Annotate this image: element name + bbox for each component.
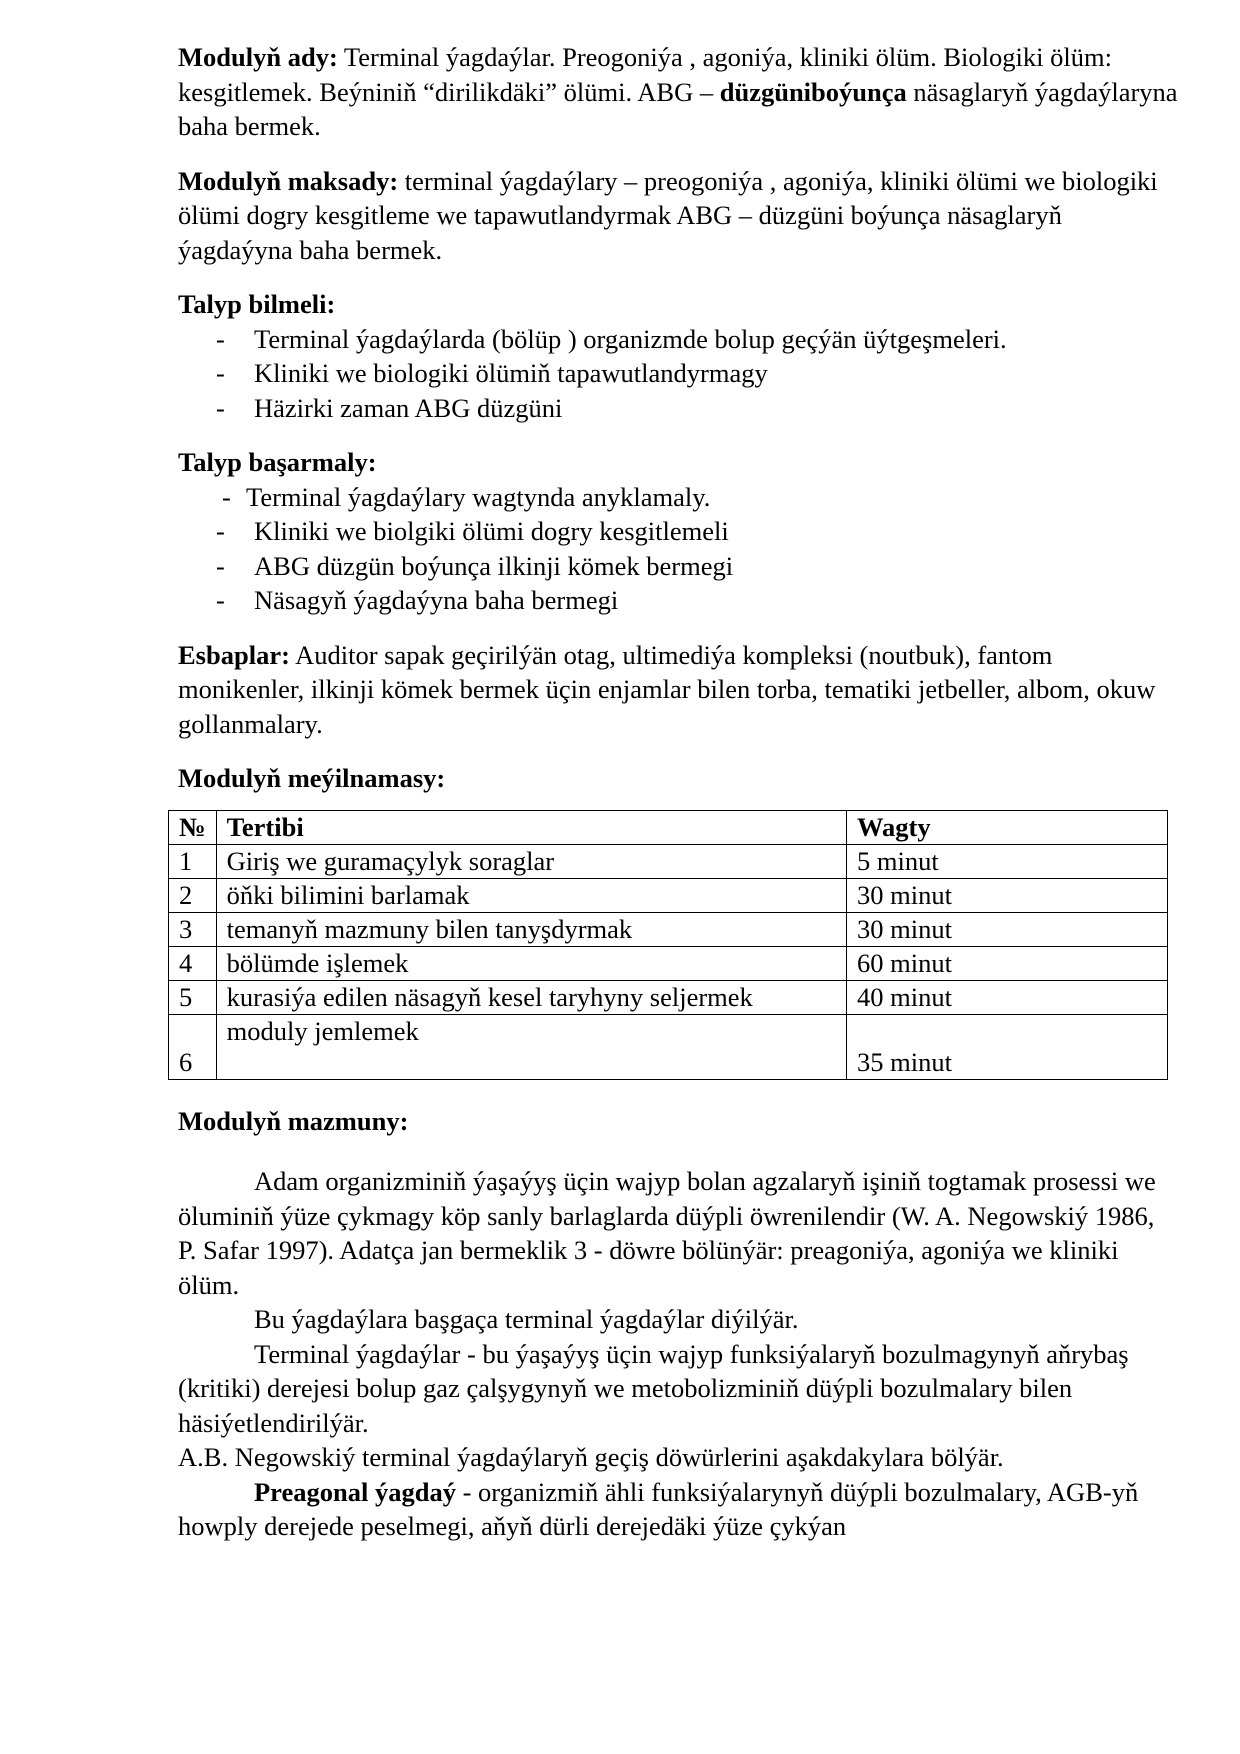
table-row [169,844,1168,878]
table-cell: temanyň mazmuny bilen tanyşdyrmak [216,912,846,946]
content-heading: Modulyň mazmuny: [178,1105,409,1136]
preagonal-description: - organizmiň ähli funksiýalarynyň düýpli bozulmalary, AGB-yň howply derejede peselmegi, aňyň dürli derejedäki ýüze çykýan [178,1476,1139,1541]
module-goal-label: Modulyň maksady: [178,165,399,196]
module-name-text-end: näsaglaryň ýagdaýlaryna baha bermek. [178,76,1178,141]
student-does-heading: Talyp başarmaly: [178,447,377,477]
student-knows-heading: Talyp bilmeli: [178,289,336,319]
student-knows-list [178,322,1178,426]
list-item: - ABG düzgün boýunça ilkinji kömek bermegi [216,550,734,581]
table-row [169,980,1168,1014]
table-cell: 5 [169,980,217,1014]
table-cell: kurasiýa edilen näsagyň kesel taryhyny seljermek [216,980,846,1014]
module-name-label: Modulyň ady: [178,42,338,72]
module-name-paragraph [178,40,1178,144]
equipment-label: Esbaplar: [178,639,290,670]
column-header-time: Wagty [847,810,1168,844]
equipment-text: Auditor sapak geçirilýän otag, ultimediýa kompleksi (noutbuk), fantom monikenler, ilkinji kömek bermek üçin enjamlar bilen torba, tematiki jetbeller, albom, okuw gollanmalary. [178,639,1156,739]
table-cell: 30 minut [847,912,1168,946]
content-paragraph-4: A.B. Negowskiý terminal ýagdaýlaryň geçiş döwürlerini aşakdakylara bölýär. [178,1442,1004,1472]
table-cell: öňki bilimini barlamak [216,878,846,912]
table-cell: bölümde işlemek [216,946,846,980]
list-item: - Terminal ýagdaýlary wagtynda anyklamaly. [222,481,711,512]
table-cell: moduly jemlemek [216,1014,846,1079]
module-goal-text: terminal ýagdaýlary – preogoniýa , agoniýa, kliniki ölümi we biologiki ölümi dogry kesgitleme we tapawutlandyrmak ABG – düzgüni boýunça näsaglaryň ýagdaýyna baha bermek. [178,165,1158,265]
plan-table [168,810,1168,1080]
table-cell: 30 minut [847,878,1168,912]
module-goal-paragraph [178,164,1178,268]
list-item: - Näsagyň ýagdaýyna baha bermegi [216,585,619,615]
module-name-bold-text: düzgüniboýunça [719,76,907,107]
column-header-order: Tertibi [216,810,846,844]
table-cell: 2 [169,878,217,912]
list-item: - Kliniki we biologiki ölümiň tapawutlandyrmagy [216,358,768,388]
content-paragraph-1: Adam organizminiň ýaşaýyş üçin wajyp bolan agzalaryň işiniň togtamak prosessi we öluminiň ýüze çykmagy köp sanly barlaglarda düýpli öwrenilendir (W. A. Negowskiý 1986, P. Safar 1997). Adatça jan bermeklik 3 - döwre bölünýär: preagoniýa, agoniýa we kliniki ölüm. [178,1166,1156,1300]
student-does-list [178,480,1178,618]
table-row [169,1014,1168,1079]
table-cell: 4 [169,946,217,980]
list-item: - Kliniki we biolgiki ölümi dogry kesgitlemeli [216,516,729,546]
content-paragraph-2: Bu ýagdaýlara başgaça terminal ýagdaýlar diýilýär. [254,1304,799,1334]
table-row [169,912,1168,946]
equipment-paragraph [178,638,1178,742]
column-header-number: № [169,810,217,844]
table-cell: 40 minut [847,980,1168,1014]
table-cell: 60 minut [847,946,1168,980]
list-item: - Terminal ýagdaýlarda (bölüp ) organizmde bolup geçýän üýtgeşmeleri. [216,323,1007,354]
document-page [178,40,1178,1544]
module-name-text: Terminal ýagdaýlar. Preogoniýa , agoniýa, kliniki ölüm. Biologiki ölüm: kesgitlemek. Beýniniň “dirilikdäki” ölümi. ABG – [178,42,1112,107]
table-cell: Giriş we guramaçylyk soraglar [216,844,846,878]
content-paragraph-3: Terminal ýagdaýlar - bu ýaşaýyş üçin wajyp funksiýalaryň bozulmagynyň aňrybaş (kritiki) derejesi bolup gaz çalşygynyň we metobolizminiň düýpli bozulmalary bilen häsiýetlendirilýär. [178,1338,1129,1438]
table-cell: 35 minut [847,1014,1168,1079]
preagonal-term: Preagonal ýagdaý [254,1476,456,1507]
table-cell: 5 minut [847,844,1168,878]
table-row [169,946,1168,980]
table-cell: 3 [169,912,217,946]
table-row [169,878,1168,912]
table-header-row [169,810,1168,844]
table-cell: 6 [169,1014,217,1079]
content-paragraph-5 [178,1475,1178,1544]
list-item: - Häzirki zaman ABG düzgüni [216,392,563,423]
plan-heading: Modulyň meýilnamasy: [178,763,446,793]
table-cell: 1 [169,844,217,878]
